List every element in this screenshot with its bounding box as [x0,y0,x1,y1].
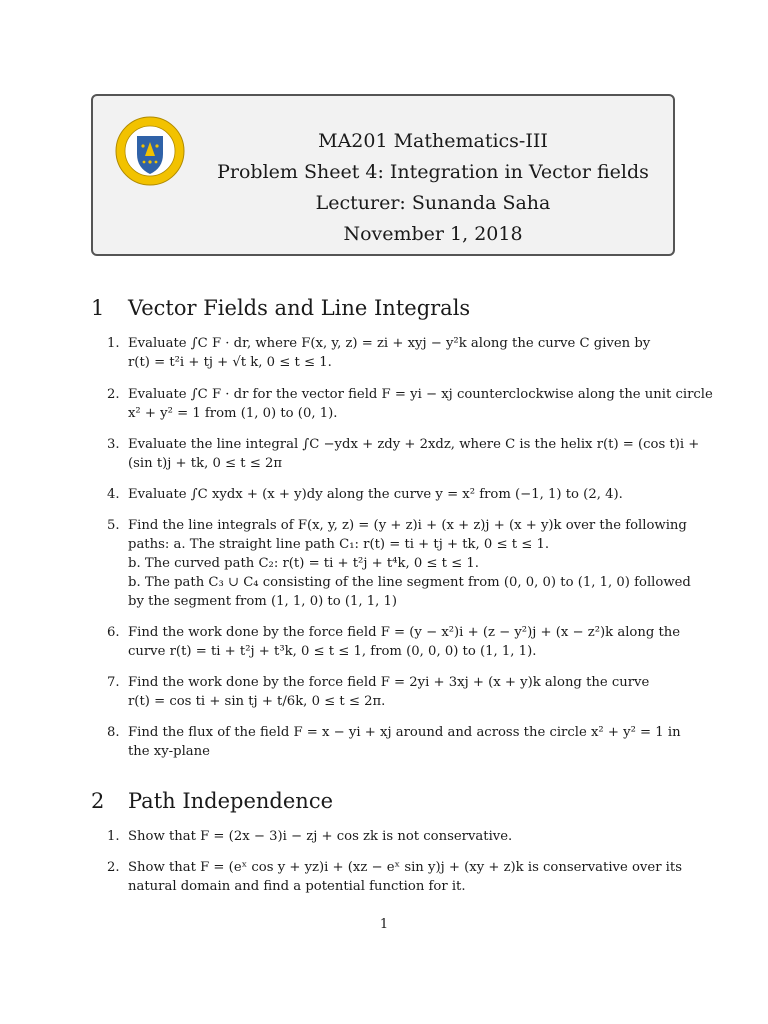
problem-item [107,623,679,661]
problem-line: r(t) = cos ti + sin tj + t/6k, 0 ≤ t ≤ 2π. [128,694,386,709]
problem-number: 1. [107,829,120,844]
problem-line: r(t) = t²i + tj + √t k, 0 ≤ t ≤ 1. [128,355,332,370]
problem-number: 7. [107,675,120,690]
problem-list [107,827,682,896]
problem-item [107,858,682,896]
section-number: 1 [91,296,105,320]
problem-line: the xy-plane [128,744,210,759]
problem-line: Find the work done by the force field F = (y − x²)i + (z − y²)j + (x − z²)k along the [128,625,681,640]
section-heading [91,789,333,813]
problem-number: 2. [107,860,120,875]
problem-line: Evaluate ∫C xydx + (x + y)dy along the curve y = x² from (−1, 1) to (2, 4). [128,487,623,502]
sheet-title: Problem Sheet 4: Integration in Vector fields [217,161,649,183]
section-title: Path Independence [128,789,334,813]
problem-item [107,385,713,423]
problem-line: paths: a. The straight line path C₁: r(t) = ti + tj + tk, 0 ≤ t ≤ 1. [128,537,550,552]
problem-line: Find the line integrals of F(x, y, z) = (y + z)i + (x + z)j + (x + y)k over the following [128,518,687,533]
problem-line: Show that F = (eˣ cos y + yz)i + (xz − eˣ sin y)j + (xy + z)k is conservative over its [128,860,682,875]
problem-line: Find the flux of the field F = x − yi + xj around and across the circle x² + y² = 1 in [128,725,681,740]
problem-line: x² + y² = 1 from (1, 0) to (0, 1). [128,406,338,421]
problem-number: 8. [107,725,120,740]
problem-item [107,485,679,504]
section-heading [91,296,470,320]
problem-item [107,827,679,846]
problem-number: 5. [107,518,120,533]
problem-line: Evaluate ∫C F · dr for the vector field F = yi − xj counterclockwise along the unit circle [128,387,713,402]
problem-item [107,673,679,711]
problem-number: 3. [107,437,120,452]
title-box [91,94,675,256]
date: November 1, 2018 [343,223,523,245]
title-block [193,126,673,250]
problem-item [107,334,679,372]
page-number: 1 [379,917,389,932]
lecturer: Lecturer: Sunanda Saha [315,192,551,214]
problem-line: curve r(t) = ti + t²j + t³k, 0 ≤ t ≤ 1, from (0, 0, 0) to (1, 1, 1). [128,644,537,659]
problem-number: 4. [107,487,120,502]
problem-line: Evaluate the line integral ∫C −ydx + zdy + 2xdz, where C is the helix r(t) = (cos t)i + [128,437,700,452]
problem-line: natural domain and find a potential function for it. [128,879,466,894]
problem-item [107,516,691,611]
problem-line: (sin t)j + tk, 0 ≤ t ≤ 2π [128,456,283,471]
problem-number: 2. [107,387,120,402]
problem-line: Show that F = (2x − 3)i − zj + cos zk is not conservative. [128,829,513,844]
problem-line: by the segment from (1, 1, 0) to (1, 1, 1) [128,594,398,609]
problem-number: 1. [107,336,120,351]
problem-list [107,334,713,761]
problem-line: b. The curved path C₂: r(t) = ti + t²j + t⁴k, 0 ≤ t ≤ 1. [128,556,479,571]
section-number: 2 [91,789,105,813]
problem-line: Evaluate ∫C F · dr, where F(x, y, z) = zi + xyj − y²k along the curve C given by [128,336,651,351]
course-title: MA201 Mathematics-III [318,130,548,152]
problem-line: Find the work done by the force field F = 2yi + 3xj + (x + y)k along the curve [128,675,650,690]
problem-item [107,723,679,761]
section-title: Vector Fields and Line Integrals [128,296,471,320]
problem-item [107,435,700,473]
university-seal-icon [115,116,185,186]
problem-line: b. The path C₃ ∪ C₄ consisting of the line segment from (0, 0, 0) to (1, 1, 0) followed [128,575,691,590]
problem-number: 6. [107,625,120,640]
